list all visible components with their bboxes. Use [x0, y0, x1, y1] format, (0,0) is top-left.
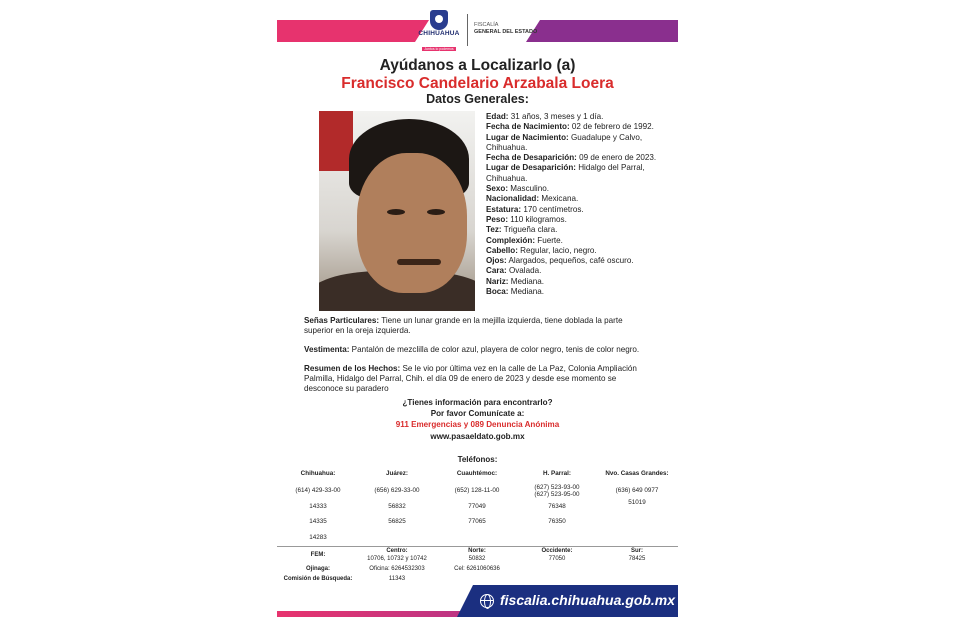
footer-url-text[interactable]: fiscalia.chihuahua.gob.mx: [500, 592, 676, 608]
clothing: Vestimenta: Pantalón de mezclilla de color azul, playera de color negro, tenis de color negro.: [304, 345, 640, 354]
detail-item: Lugar de Nacimiento: Guadalupe y Calvo, Chihuahua.: [486, 132, 643, 152]
emergency-numbers: 911 Emergencias y 089 Denuncia Anónima: [395, 420, 560, 429]
info-contact-prompt: Por favor Comunícate a:: [430, 409, 525, 418]
detail-item: Fecha de Nacimiento: 02 de febrero de 1992.: [486, 122, 654, 132]
agency-line-1: FISCALÍA: [474, 22, 499, 28]
distinguishing-marks: Señas Particulares: Tiene un lunar grande en la mejilla izquierda, tiene doblada la parte superior en la oreja izquierda.: [304, 316, 623, 335]
header-purple-band: [540, 20, 678, 42]
fem-label: FEM:: [310, 552, 326, 558]
missing-person-poster: CHIHUAHUA Juntos lo podemos FISCALÍA GENERAL DEL ESTADO Ayúdanos a Localizarlo (a) Francisco Candelario Arzabala Loera Datos Generales: Edad: 31 años, 3 meses y 1 día. Fecha de Nacimiento: 02 de febrero de 1992. Lugar de Nacimiento: Guadalupe y Calvo, Chihuahua. Fecha de Desaparición: 09 de enero de 2023. Lugar de Desaparición: Hidalgo del Parral, Chihuahua. Sexo: Masculino. Nacionalidad: Mexicana. Estatura: 170 centímetros. Peso: 110 kilogramos. Tez: Trigueña clara. Complexión: Fuerte. Cabello: Regular, lacio, negro. Ojos: Alargados, pequeños, café oscuro. Cara: Ovalada. Nariz: Mediana. Boca: Mediana. Señas Particulares: Tiene un lunar grande en la mejilla izquierda, tiene doblada la parte superior en la oreja izquierda. Vestimenta: Pantalón de mezclilla de color azul, playera de color negro, tenis de color negro. Resumen de los Hechos: Se le vio por última vez en la calle de La Paz, Colonia Ampliación Palmilla, Hidalgo del Parral, Chih. el día 09 de enero de 2023 y desde ese momento se desconoce su paradero ¿Tienes información para encontrarlo? Por favor Comunícate a: 911 Emergencias y 089 Denuncia Anónima www.pasaeldato.gob.mx Teléfonos: Chihuahua: (614) 429-33-00 14333 14335 14283 Juárez: (656) 629-33-00 56832 56825 Cuauhtémoc: (652) 128-11-00 77049 77065 H. Parral: (627) 523-93-00 (627) 523-95-00 76348 76350 Nvo. Casas Grandes: (636) 649 0977 51019 FEM: Centro: 10706, 10732 y 10742 Norte: 50832 Occidente: 77050 Sur: 78425 Ojinaga: Oficina: 6264532303 Cel: 6261060636 Comisión de Búsqueda: 11343 fiscalia.chihuahua.gob.mx: [277, 0, 678, 617]
fem-norte-label: Norte:: [468, 548, 486, 554]
detail-item: Boca: Mediana.: [486, 287, 545, 297]
agency-line-2: GENERAL DEL ESTADO: [474, 29, 538, 35]
fem-centro-value: 10706, 10732 y 10742: [367, 556, 427, 562]
detail-item: Peso: 110 kilogramos.: [486, 214, 567, 224]
ojinaga-cell: Cel: 6261060636: [454, 566, 500, 572]
detail-item: Sexo: Masculino.: [486, 184, 549, 194]
general-data-heading: Datos Generales:: [426, 92, 529, 106]
fem-occidente-value: 77050: [548, 556, 566, 562]
logo-name: CHIHUAHUA: [418, 30, 460, 37]
tip-website-link[interactable]: www.pasaeldato.gob.mx: [430, 432, 525, 441]
logo-tagline: Juntos lo podemos: [424, 47, 454, 51]
fem-occidente-label: Occidente:: [541, 548, 573, 554]
chihuahua-logo: [414, 10, 464, 50]
detail-item: Estatura: 170 centímetros.: [486, 204, 584, 214]
globe-icon: [480, 594, 494, 608]
person-photo: [319, 111, 475, 311]
phones-divider: [277, 546, 678, 547]
agency-name: [474, 22, 537, 36]
fem-sur-label: Sur:: [631, 548, 643, 554]
events-summary: Resumen de los Hechos: Se le vio por última vez en la calle de La Paz, Colonia Ampliación Palmilla, Hidalgo del Parral, Chih. el día 09 de enero de 2023 y desde ese momento se desconoce su paradero: [304, 364, 637, 393]
fem-sur-value: 78425: [628, 556, 646, 562]
search-commission-value: 11343: [388, 576, 406, 582]
detail-item: Nariz: Mediana.: [486, 276, 545, 286]
search-commission-label: Comisión de Búsqueda:: [283, 576, 353, 582]
fem-centro-label: Centro:: [386, 548, 408, 554]
ojinaga-label: Ojinaga:: [305, 566, 330, 572]
poster-title: Ayúdanos a Localizarlo (a): [379, 57, 576, 74]
general-details: [486, 112, 662, 297]
person-name: Francisco Candelario Arzabala Loera: [341, 75, 614, 92]
detail-item: Nacionalidad: Mexicana.: [486, 194, 579, 204]
phones-heading: Teléfonos:: [457, 455, 498, 464]
ojinaga-office: Oficina: 6264532303: [369, 566, 425, 572]
detail-item: Complexión: Fuerte.: [486, 235, 563, 245]
detail-item: Edad: 31 años, 3 meses y 1 día.: [486, 112, 604, 121]
header-divider: [467, 14, 468, 46]
detail-item: Cara: Ovalada.: [486, 266, 542, 276]
fem-norte-value: 50832: [468, 556, 486, 562]
detail-item: Ojos: Alargados, pequeños, café oscuro.: [486, 256, 634, 266]
header-pink-band: [277, 20, 415, 42]
shield-icon: [430, 10, 448, 30]
detail-item: Cabello: Regular, lacio, negro.: [486, 245, 597, 255]
detail-item: Fecha de Desaparición: 09 de enero de 2023.: [486, 153, 657, 163]
detail-item: Tez: Trigueña clara.: [486, 225, 558, 235]
detail-item: Lugar de Desaparición: Hidalgo del Parral, Chihuahua.: [486, 163, 645, 183]
info-question: ¿Tienes información para encontrarlo?: [402, 398, 553, 407]
footer-url-banner[interactable]: [473, 585, 678, 617]
